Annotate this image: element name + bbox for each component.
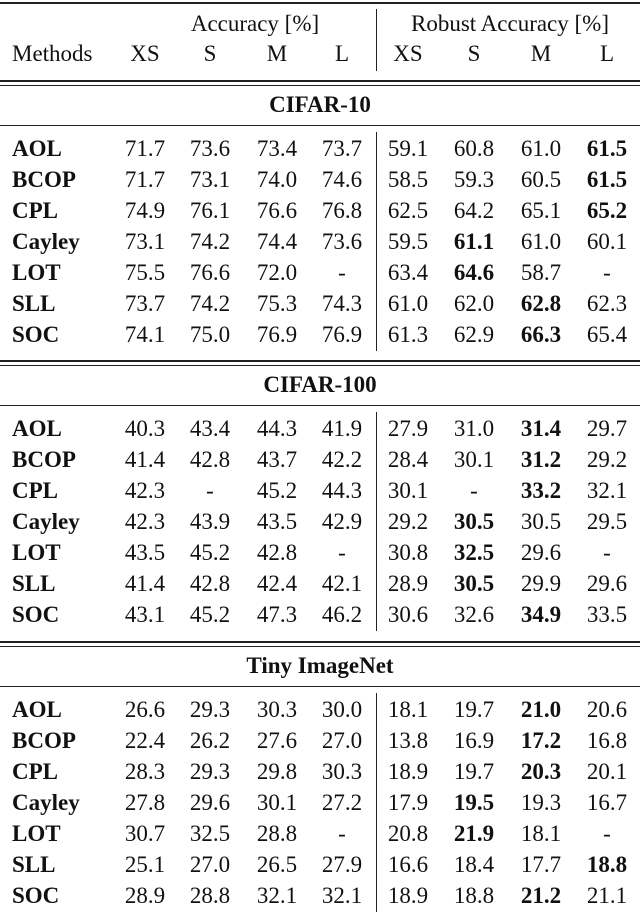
value-cell: 29.2 bbox=[387, 509, 429, 534]
value-cell: 74.3 bbox=[321, 291, 363, 316]
value-cell: 29.6 bbox=[586, 571, 628, 596]
value-cell: 42.2 bbox=[321, 447, 363, 472]
value-cell: 59.5 bbox=[387, 229, 429, 254]
value-cell: 64.2 bbox=[453, 198, 495, 223]
method-name: SOC bbox=[12, 322, 60, 347]
value-cell: 18.8 bbox=[453, 883, 495, 908]
value-cell: 29.9 bbox=[520, 571, 562, 596]
section-rule-mid bbox=[0, 405, 640, 406]
value-cell: 60.8 bbox=[453, 136, 495, 161]
value-cell: 61.1 bbox=[453, 229, 495, 254]
value-cell: 28.9 bbox=[124, 883, 166, 908]
value-cell: 31.0 bbox=[453, 416, 495, 441]
value-cell: 16.8 bbox=[586, 728, 628, 753]
value-cell: 30.8 bbox=[387, 540, 429, 565]
value-cell: 27.9 bbox=[387, 416, 429, 441]
rob-s-header: S bbox=[467, 41, 481, 66]
method-name: SLL bbox=[12, 852, 56, 877]
value-cell: 28.9 bbox=[387, 571, 429, 596]
value-cell: 30.6 bbox=[387, 602, 429, 627]
value-cell: 32.1 bbox=[256, 883, 298, 908]
value-cell: 30.5 bbox=[453, 571, 495, 596]
value-cell: 62.5 bbox=[387, 198, 429, 223]
value-cell: 29.7 bbox=[586, 416, 628, 441]
method-name: Cayley bbox=[12, 229, 80, 254]
value-cell: 43.7 bbox=[256, 447, 298, 472]
value-cell: 46.2 bbox=[321, 602, 363, 627]
table-row bbox=[0, 881, 640, 911]
table-row bbox=[0, 227, 640, 257]
value-cell: 21.9 bbox=[453, 821, 495, 846]
acc-xs-header: XS bbox=[130, 41, 160, 66]
value-cell: 30.5 bbox=[520, 509, 562, 534]
section-rule-top bbox=[0, 80, 640, 82]
value-cell: 28.3 bbox=[124, 759, 166, 784]
value-cell: 29.6 bbox=[520, 540, 562, 565]
value-cell: 42.8 bbox=[189, 447, 231, 472]
value-cell: 17.7 bbox=[520, 852, 562, 877]
value-cell: 75.5 bbox=[124, 260, 166, 285]
value-cell: 61.0 bbox=[520, 229, 562, 254]
value-cell: 34.9 bbox=[520, 602, 562, 627]
table-row bbox=[0, 196, 640, 226]
value-cell: 75.0 bbox=[189, 322, 231, 347]
value-cell: 27.9 bbox=[321, 852, 363, 877]
table-row bbox=[0, 476, 640, 506]
value-cell: 71.7 bbox=[124, 136, 166, 161]
rob-m-header: M bbox=[530, 41, 552, 66]
section-rule-mid bbox=[0, 686, 640, 687]
method-name: SOC bbox=[12, 602, 60, 627]
value-cell: 27.8 bbox=[124, 790, 166, 815]
value-cell: 30.1 bbox=[256, 790, 298, 815]
value-cell: 65.1 bbox=[520, 198, 562, 223]
value-cell: 30.7 bbox=[124, 821, 166, 846]
value-cell: 61.3 bbox=[387, 322, 429, 347]
section-title: Tiny ImageNet bbox=[246, 653, 394, 678]
value-cell: 74.0 bbox=[256, 167, 298, 192]
value-cell: 20.1 bbox=[586, 759, 628, 784]
method-name: Cayley bbox=[12, 790, 80, 815]
value-cell: 43.5 bbox=[256, 509, 298, 534]
value-cell: 29.6 bbox=[189, 790, 231, 815]
table-row bbox=[0, 134, 640, 164]
value-cell: 73.1 bbox=[124, 229, 166, 254]
method-name: BCOP bbox=[12, 167, 76, 192]
method-name: AOL bbox=[12, 416, 62, 441]
value-cell: 73.1 bbox=[189, 167, 231, 192]
table-row bbox=[0, 445, 640, 475]
value-cell: 76.9 bbox=[256, 322, 298, 347]
value-cell: 32.1 bbox=[321, 883, 363, 908]
value-cell: 42.4 bbox=[256, 571, 298, 596]
value-cell: - bbox=[206, 478, 214, 503]
top-rule bbox=[0, 2, 640, 4]
value-cell: 73.4 bbox=[256, 136, 298, 161]
value-cell: 62.8 bbox=[520, 291, 562, 316]
value-cell: 19.5 bbox=[453, 790, 495, 815]
value-cell: 73.7 bbox=[321, 136, 363, 161]
value-cell: 30.3 bbox=[256, 697, 298, 722]
value-cell: 21.1 bbox=[586, 883, 628, 908]
value-cell: 16.7 bbox=[586, 790, 628, 815]
value-cell: 27.0 bbox=[189, 852, 231, 877]
accuracy-group-header: Accuracy [%] bbox=[190, 11, 320, 36]
value-cell: 43.4 bbox=[189, 416, 231, 441]
table-row bbox=[0, 819, 640, 849]
method-name: SLL bbox=[12, 291, 56, 316]
value-cell: 76.1 bbox=[189, 198, 231, 223]
value-cell: 30.1 bbox=[387, 478, 429, 503]
method-name: CPL bbox=[12, 198, 58, 223]
value-cell: 76.6 bbox=[256, 198, 298, 223]
method-name: Cayley bbox=[12, 509, 80, 534]
value-cell: 32.5 bbox=[189, 821, 231, 846]
value-cell: 41.9 bbox=[321, 416, 363, 441]
table-row bbox=[0, 289, 640, 319]
table-row bbox=[0, 258, 640, 288]
value-cell: 33.5 bbox=[586, 602, 628, 627]
acc-l-header: L bbox=[334, 41, 350, 66]
value-cell: 29.3 bbox=[189, 759, 231, 784]
value-cell: 20.8 bbox=[387, 821, 429, 846]
value-cell: 30.5 bbox=[453, 509, 495, 534]
value-cell: 74.6 bbox=[321, 167, 363, 192]
value-cell: 71.7 bbox=[124, 167, 166, 192]
value-cell: 65.4 bbox=[586, 322, 628, 347]
value-cell: 60.1 bbox=[586, 229, 628, 254]
value-cell: 58.5 bbox=[387, 167, 429, 192]
rob-xs-header: XS bbox=[393, 41, 423, 66]
value-cell: 28.4 bbox=[387, 447, 429, 472]
value-cell: 61.5 bbox=[586, 136, 628, 161]
section-rule-top-inner bbox=[0, 85, 640, 86]
value-cell: 47.3 bbox=[256, 602, 298, 627]
method-name: AOL bbox=[12, 697, 62, 722]
value-cell: 18.1 bbox=[520, 821, 562, 846]
value-cell: 74.2 bbox=[189, 291, 231, 316]
value-cell: 25.1 bbox=[124, 852, 166, 877]
value-cell: 43.9 bbox=[189, 509, 231, 534]
method-name: LOT bbox=[12, 821, 61, 846]
value-cell: 30.1 bbox=[453, 447, 495, 472]
value-cell: 64.6 bbox=[453, 260, 495, 285]
table-row bbox=[0, 414, 640, 444]
value-cell: 21.0 bbox=[520, 697, 562, 722]
value-cell: 59.1 bbox=[387, 136, 429, 161]
value-cell: 75.3 bbox=[256, 291, 298, 316]
value-cell: 30.0 bbox=[321, 697, 363, 722]
value-cell: - bbox=[338, 821, 346, 846]
value-cell: 32.1 bbox=[586, 478, 628, 503]
value-cell: 74.9 bbox=[124, 198, 166, 223]
value-cell: 45.2 bbox=[256, 478, 298, 503]
value-cell: 41.4 bbox=[124, 571, 166, 596]
value-cell: - bbox=[338, 260, 346, 285]
value-cell: 18.9 bbox=[387, 759, 429, 784]
value-cell: 27.2 bbox=[321, 790, 363, 815]
value-cell: 42.8 bbox=[189, 571, 231, 596]
table-row bbox=[0, 788, 640, 818]
method-name: CPL bbox=[12, 478, 58, 503]
value-cell: 21.2 bbox=[520, 883, 562, 908]
value-cell: 18.1 bbox=[387, 697, 429, 722]
value-cell: 62.9 bbox=[453, 322, 495, 347]
value-cell: 29.3 bbox=[189, 697, 231, 722]
value-cell: 16.6 bbox=[387, 852, 429, 877]
value-cell: 16.9 bbox=[453, 728, 495, 753]
value-cell: 19.7 bbox=[453, 697, 495, 722]
value-cell: 20.3 bbox=[520, 759, 562, 784]
method-name: BCOP bbox=[12, 447, 76, 472]
value-cell: 44.3 bbox=[321, 478, 363, 503]
value-cell: 29.5 bbox=[586, 509, 628, 534]
value-cell: 63.4 bbox=[387, 260, 429, 285]
value-cell: 40.3 bbox=[124, 416, 166, 441]
value-cell: 26.5 bbox=[256, 852, 298, 877]
column-header-row bbox=[0, 39, 640, 69]
section-title: CIFAR-100 bbox=[263, 372, 377, 397]
table-row bbox=[0, 757, 640, 787]
method-name: BCOP bbox=[12, 728, 76, 753]
table-row bbox=[0, 538, 640, 568]
section-rule-mid bbox=[0, 125, 640, 126]
section-title: CIFAR-10 bbox=[269, 92, 371, 117]
rob-l-header: L bbox=[599, 41, 615, 66]
value-cell: 61.0 bbox=[520, 136, 562, 161]
table-row bbox=[0, 695, 640, 725]
value-cell: 29.2 bbox=[586, 447, 628, 472]
value-cell: 74.4 bbox=[256, 229, 298, 254]
method-name: AOL bbox=[12, 136, 62, 161]
section-rule-top bbox=[0, 360, 640, 362]
methods-header: Methods bbox=[12, 41, 93, 66]
value-cell: 66.3 bbox=[520, 322, 562, 347]
value-cell: 62.3 bbox=[586, 291, 628, 316]
table-row bbox=[0, 569, 640, 599]
value-cell: - bbox=[470, 478, 478, 503]
value-cell: 27.0 bbox=[321, 728, 363, 753]
header-divider bbox=[376, 9, 377, 71]
value-cell: - bbox=[338, 540, 346, 565]
value-cell: 18.4 bbox=[453, 852, 495, 877]
table-row bbox=[0, 165, 640, 195]
value-cell: 58.7 bbox=[520, 260, 562, 285]
value-cell: 29.8 bbox=[256, 759, 298, 784]
value-cell: 26.6 bbox=[124, 697, 166, 722]
value-cell: 73.7 bbox=[124, 291, 166, 316]
value-cell: 26.2 bbox=[189, 728, 231, 753]
value-cell: 42.3 bbox=[124, 478, 166, 503]
section-rule-top-inner bbox=[0, 646, 640, 647]
value-cell: 73.6 bbox=[189, 136, 231, 161]
value-cell: 43.1 bbox=[124, 602, 166, 627]
table-row bbox=[0, 320, 640, 350]
value-cell: 28.8 bbox=[189, 883, 231, 908]
value-cell: 42.9 bbox=[321, 509, 363, 534]
value-cell: 42.3 bbox=[124, 509, 166, 534]
value-cell: 33.2 bbox=[520, 478, 562, 503]
robust-accuracy-group-header: Robust Accuracy [%] bbox=[411, 11, 609, 36]
value-cell: 59.3 bbox=[453, 167, 495, 192]
acc-s-header: S bbox=[203, 41, 217, 66]
table-row bbox=[0, 507, 640, 537]
value-cell: - bbox=[603, 540, 611, 565]
method-name: CPL bbox=[12, 759, 58, 784]
value-cell: - bbox=[603, 260, 611, 285]
value-cell: 22.4 bbox=[124, 728, 166, 753]
value-cell: 62.0 bbox=[453, 291, 495, 316]
value-cell: 73.6 bbox=[321, 229, 363, 254]
value-cell: 43.5 bbox=[124, 540, 166, 565]
method-name: LOT bbox=[12, 540, 61, 565]
section-rule-top bbox=[0, 641, 640, 643]
value-cell: 65.2 bbox=[586, 198, 628, 223]
method-name: SOC bbox=[12, 883, 60, 908]
value-cell: 45.2 bbox=[189, 602, 231, 627]
method-name: LOT bbox=[12, 260, 61, 285]
value-cell: 20.6 bbox=[586, 697, 628, 722]
value-cell: 28.8 bbox=[256, 821, 298, 846]
value-cell: 41.4 bbox=[124, 447, 166, 472]
value-cell: 76.9 bbox=[321, 322, 363, 347]
table-row bbox=[0, 600, 640, 630]
value-cell: 72.0 bbox=[256, 260, 298, 285]
section-rule-top-inner bbox=[0, 365, 640, 366]
value-cell: 31.2 bbox=[520, 447, 562, 472]
value-cell: - bbox=[603, 821, 611, 846]
value-cell: 61.5 bbox=[586, 167, 628, 192]
value-cell: 45.2 bbox=[189, 540, 231, 565]
value-cell: 32.6 bbox=[453, 602, 495, 627]
value-cell: 61.0 bbox=[387, 291, 429, 316]
value-cell: 18.9 bbox=[387, 883, 429, 908]
value-cell: 76.6 bbox=[189, 260, 231, 285]
value-cell: 74.2 bbox=[189, 229, 231, 254]
value-cell: 42.8 bbox=[256, 540, 298, 565]
value-cell: 19.3 bbox=[520, 790, 562, 815]
value-cell: 74.1 bbox=[124, 322, 166, 347]
value-cell: 19.7 bbox=[453, 759, 495, 784]
value-cell: 18.8 bbox=[586, 852, 628, 877]
value-cell: 30.3 bbox=[321, 759, 363, 784]
table-row bbox=[0, 850, 640, 880]
value-cell: 60.5 bbox=[520, 167, 562, 192]
acc-m-header: M bbox=[266, 41, 288, 66]
value-cell: 17.2 bbox=[520, 728, 562, 753]
value-cell: 17.9 bbox=[387, 790, 429, 815]
value-cell: 31.4 bbox=[520, 416, 562, 441]
value-cell: 76.8 bbox=[321, 198, 363, 223]
value-cell: 27.6 bbox=[256, 728, 298, 753]
value-cell: 13.8 bbox=[387, 728, 429, 753]
method-name: SLL bbox=[12, 571, 56, 596]
table-row bbox=[0, 726, 640, 756]
value-cell: 32.5 bbox=[453, 540, 495, 565]
value-cell: 44.3 bbox=[256, 416, 298, 441]
value-cell: 42.1 bbox=[321, 571, 363, 596]
